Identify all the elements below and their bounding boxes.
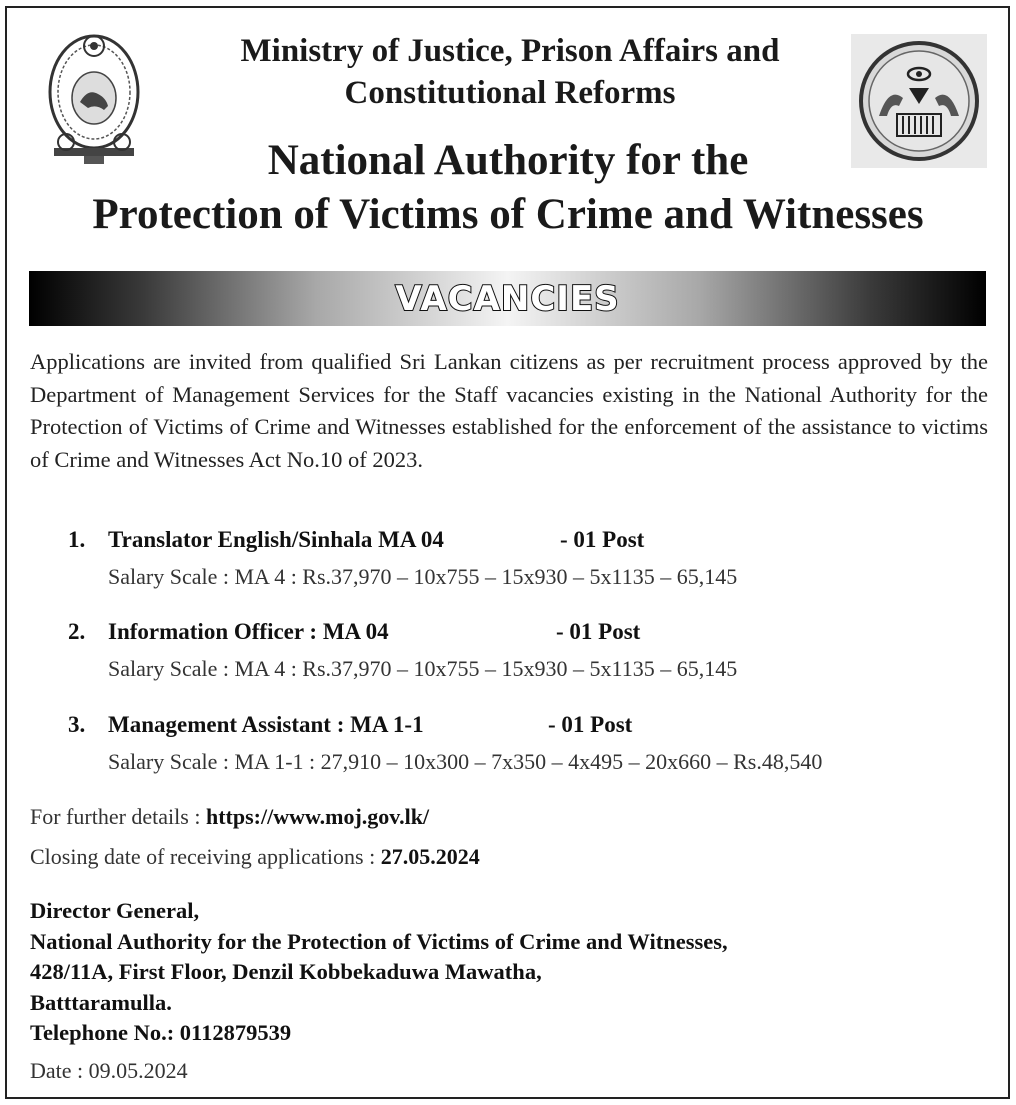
- further-details-url[interactable]: https://www.moj.gov.lk/: [205, 804, 430, 829]
- vacancy-title-row: [68, 525, 988, 555]
- ministry-line-2: Constitutional Reforms: [344, 75, 676, 111]
- address-line-2: National Authority for the Protection of Victims of Crime and Witnesses,: [30, 928, 728, 954]
- vacancy-title-row: [68, 710, 988, 740]
- closing-date-line: [30, 842, 480, 872]
- vacancy-number: 1.: [68, 527, 86, 552]
- vacancy-title: Translator English/Sinhala MA 04: [108, 527, 444, 552]
- vacancy-title: Information Officer : MA 04: [108, 619, 389, 644]
- contact-address: [30, 896, 728, 1049]
- closing-date-value: 27.05.2024: [380, 844, 480, 869]
- vacancy-item-2: [68, 617, 988, 683]
- closing-date-label: Closing date of receiving applications :: [30, 844, 381, 869]
- address-line-3: 428/11A, First Floor, Denzil Kobbekaduwa Mawatha,: [30, 959, 542, 984]
- authority-line-1: National Authority for the: [267, 137, 749, 184]
- ministry-line-1: Ministry of Justice, Prison Affairs and: [240, 33, 780, 69]
- vacancy-posts: - 01 Post: [548, 712, 633, 737]
- address-line-4: Batttaramulla.: [30, 989, 172, 1015]
- vacancy-posts: - 01 Post: [560, 527, 645, 552]
- vacancy-salary: Salary Scale : MA 1-1 : 27,910 – 10x300 – 7x350 – 4x495 – 20x660 – Rs.48,540: [108, 749, 823, 774]
- intro-paragraph: Applications are invited from qualified Sri Lankan citizens as per recruitment process approved by the Department of Management Services for the Staff vacancies existing in the National Authority for the Protection of Victims of Crime and Witnesses established for the enforcement of the assistance to victims of Crime and Witnesses Act No.10 of 2023.: [30, 349, 988, 472]
- document-date: Date : 09.05.2024: [30, 1058, 188, 1083]
- vacancies-title: VACANCIES: [395, 279, 620, 319]
- vacancy-title: Management Assistant : MA 1-1: [108, 712, 424, 737]
- vacancy-item-3: [68, 710, 988, 776]
- authority-heading: [20, 134, 996, 242]
- telephone-line: Telephone No.: 0112879539: [30, 1020, 292, 1045]
- vacancy-item-1: [68, 525, 988, 591]
- vacancies-banner: [29, 271, 986, 326]
- vacancy-title-row: [68, 617, 988, 647]
- authority-line-2: Protection of Victims of Crime and Witnesses: [92, 191, 924, 238]
- ministry-heading: [160, 30, 860, 114]
- further-details-label: For further details :: [30, 804, 206, 829]
- address-line-1: Director General,: [30, 898, 200, 923]
- vacancy-posts: - 01 Post: [556, 619, 641, 644]
- vacancy-number: 3.: [68, 712, 86, 737]
- vacancy-number: 2.: [68, 619, 86, 644]
- vacancy-salary: Salary Scale : MA 4 : Rs.37,970 – 10x755 – 15x930 – 5x1135 – 65,145: [108, 656, 738, 681]
- vacancy-salary: Salary Scale : MA 4 : Rs.37,970 – 10x755 – 15x930 – 5x1135 – 65,145: [108, 564, 738, 589]
- further-details-line: [30, 802, 429, 832]
